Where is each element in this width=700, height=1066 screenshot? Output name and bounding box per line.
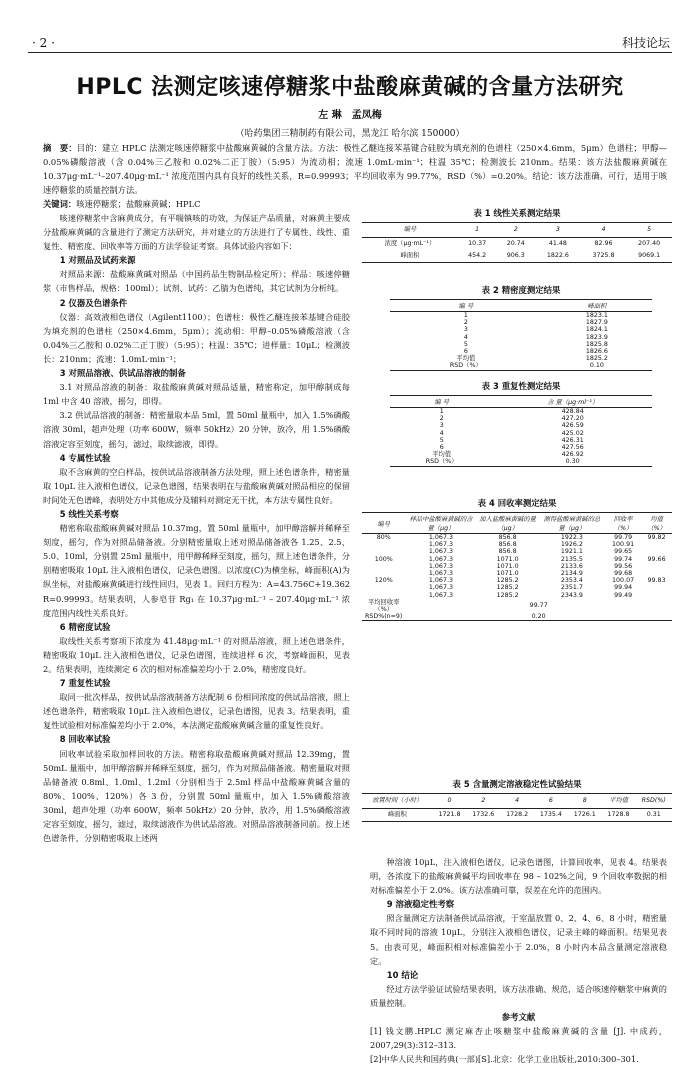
section-heading: 10 结论 — [386, 969, 419, 980]
table-cell: 6 — [439, 444, 444, 452]
table-header-cell: 放置时间（小时） — [362, 794, 433, 809]
table-cell: 1726.1 — [573, 811, 596, 818]
keywords: 咳速停糖浆；盐酸麻黄碱；HPLC — [76, 199, 201, 209]
table-cell: 平均值 — [456, 355, 476, 363]
table-header-cell: 8 — [568, 794, 602, 809]
table-cell: 1 — [439, 408, 444, 415]
table-cell: RSD%(n=9) — [364, 613, 403, 621]
table-grid — [390, 299, 652, 371]
table-header-cell: 回收率（%） — [605, 513, 641, 534]
table-header-cell: 测得盐酸麻黄碱的总量（μg） — [539, 513, 605, 534]
table-cell: 100% — [374, 555, 393, 563]
table-cell: RSD（%） — [425, 458, 458, 466]
table-row — [362, 599, 672, 613]
table-1 — [362, 207, 672, 263]
section-heading: 9 溶液稳定性考察 — [386, 899, 455, 910]
table-cell: 1071.0 — [496, 555, 519, 563]
paragraph: 仪器：高效液相色谱仪（Agilent1100）；色谱柱：极性乙醚连接苯基键合硅胶为填充剂的色谱柱（250×4.6mm，5μm）；流动相：甲醇–0.05%磷酸溶液（含 0.04%三乙胺和 0.02%二正丁胺）（5:95）；柱温：35℃；进样量：10μL；检测波长：210nm；流速：1.0mL·min⁻¹； — [43, 311, 350, 364]
table-cell: 3 — [439, 422, 444, 430]
table-cell: 浓度（μg·mL⁻¹） — [384, 240, 436, 247]
article-title: HPLC 法测定咳速停糖浆中盐酸麻黄碱的含量方法研究 — [76, 75, 624, 100]
table-header-cell: 6 — [534, 794, 568, 809]
table-cell: 1823.9 — [585, 333, 608, 341]
keywords-label: 关键词： — [43, 199, 77, 209]
table-cell: 856.8 — [498, 548, 517, 556]
table-cell: 1728.8 — [607, 811, 630, 818]
table-row — [390, 362, 652, 370]
table-cell: 5 — [463, 340, 468, 348]
section-heading: 2 仪器及色谱条件 — [59, 297, 128, 308]
table-cell: 427.20 — [561, 415, 584, 423]
table-header-cell: 含 量（μg·ml⁻¹） — [493, 396, 652, 408]
paragraph: 种溶液 10μL，注入液相色谱仪，记录色谱图，计算回收率，见表 4。结果表明，各浓度下的盐酸麻黄碱平均回收率在 98 – 102%之间，9 个回收率数据的相对标准偏差小于 2.0%。该方法准确可靠，误差在允许的范围内。 — [370, 857, 667, 896]
section-name: 科技论坛 — [621, 36, 670, 50]
table-cell: 1285.2 — [496, 577, 519, 585]
table-header-cell: 4 — [581, 223, 627, 238]
references-title: 参考文献 — [501, 1012, 536, 1023]
table-row — [362, 548, 672, 555]
table-cell: 1826.6 — [585, 348, 608, 356]
table-header-cell: 样品中盐酸麻黄碱的含量（μg） — [405, 513, 476, 534]
table-row — [390, 451, 652, 458]
table-header-cell: 均值（%） — [641, 513, 672, 534]
table-cell: 99.56 — [614, 562, 633, 570]
abstract-label: 摘 要： — [43, 143, 77, 153]
table-header-cell: 2 — [496, 223, 535, 238]
table-cell: 906.3 — [506, 252, 525, 259]
table-cell: 9069.1 — [638, 252, 661, 259]
references — [370, 1010, 667, 1066]
reference-item: [1] 钱文鹏.HPLC 测定麻杏止咳糖浆中盐酸麻黄碱的含量 [J]. 中成药，2007,29(3):312–313. — [370, 1026, 667, 1051]
table-cell: 1,067.3 — [428, 541, 453, 549]
paragraph: 照含量测定方法制备供试品溶液，于室温放置 0、2、4、6、8 小时，精密量取不同时间的溶液 10μL，分别注入液相色谱仪，记录主峰的峰面积。结果见表 5。由表可见，峰面积相对标准偏差小于 2.0%，8 小时内本品含量测定溶液稳定。 — [370, 913, 667, 966]
table-header-cell: RSD(%) — [635, 794, 672, 809]
table-cell: 1921.1 — [560, 548, 583, 556]
table-header-cell: 编 号 — [390, 396, 493, 408]
table-cell: 1721.8 — [438, 811, 461, 818]
table-header-cell: 3 — [535, 223, 581, 238]
table-cell: 1823.1 — [585, 312, 608, 319]
table-cell: 4 — [439, 429, 444, 437]
table-cell: 428.84 — [561, 408, 584, 415]
table-header-cell: 1 — [458, 223, 497, 238]
table-header-cell: 平均值 — [602, 794, 636, 809]
table-cell: 1,067.3 — [428, 577, 453, 585]
right-column — [370, 855, 667, 1066]
table-cell: 10.37 — [468, 240, 487, 247]
section-heading: 8 回收率试验 — [59, 734, 111, 745]
table-cell: 1825.8 — [585, 340, 608, 348]
table-cell — [641, 548, 672, 555]
table-cell: 80% — [376, 534, 391, 541]
table-cell: 2343.9 — [560, 591, 583, 599]
table-header-cell: 编号 — [362, 223, 458, 238]
table-header-cell: 0 — [433, 794, 467, 809]
table-cell — [641, 584, 672, 591]
table-row — [362, 534, 672, 542]
table-cell: 1285.2 — [496, 591, 519, 599]
table-row — [362, 809, 672, 822]
table-row — [390, 348, 652, 355]
table-row — [390, 458, 652, 466]
table-2 — [390, 284, 652, 371]
table-cell: 1,067.3 — [428, 548, 453, 556]
table-cell: 2 — [463, 319, 468, 327]
table-cell — [362, 563, 405, 570]
table-cell: 99.66 — [647, 555, 666, 563]
table-cell: 856.8 — [498, 541, 517, 549]
table-cell: 99.68 — [614, 570, 633, 578]
table-row — [390, 334, 652, 341]
table-cell: 426.92 — [561, 451, 584, 459]
section-heading: 5 线性关系考察 — [59, 508, 119, 519]
table-row — [390, 422, 652, 429]
table-row — [390, 355, 652, 362]
table-cell: 0.30 — [565, 458, 580, 466]
table-cell: 2133.6 — [560, 562, 583, 570]
table-caption: 表 1 线性关系测定结果 — [473, 208, 561, 218]
paragraph: 经过方法学验证试验结果表明，该方法准确、规范，适合咳速停糖浆中麻黄的质量控制。 — [370, 983, 667, 1008]
table-grid — [362, 512, 672, 621]
table-cell — [641, 563, 672, 570]
table-row — [362, 570, 672, 577]
table-cell: 426.31 — [561, 436, 584, 444]
table-cell: 1825.2 — [585, 355, 608, 363]
table-cell — [362, 548, 405, 555]
table-cell: 平均回收率（%） — [367, 598, 400, 614]
table-grid — [362, 222, 672, 263]
table-row — [362, 556, 672, 563]
table-cell: 0.10 — [589, 362, 604, 370]
table-cell — [641, 541, 672, 548]
table-cell: 1822.6 — [546, 252, 569, 259]
table-cell: 99.74 — [614, 555, 633, 563]
table-cell: 20.74 — [506, 240, 525, 247]
table-row — [362, 238, 672, 251]
reference-item: [2]中华人民共和国药典(一部)[S].北京：化学工业出版社,2010:300–301. — [370, 1054, 639, 1065]
section-heading: 6 精密度试验 — [59, 621, 111, 632]
table-cell: 峰面积 — [387, 811, 407, 818]
table-cell: 1,067.3 — [428, 591, 453, 599]
section-heading: 3 对照品溶液、供试品溶液的制备 — [59, 368, 186, 379]
table-cell: 1926.2 — [560, 541, 583, 549]
table-cell: 99.94 — [614, 584, 633, 592]
reference-list — [370, 1024, 667, 1066]
table-row — [390, 326, 652, 333]
table-cell: 4 — [463, 333, 468, 341]
table-cell: 1,067.3 — [428, 555, 453, 563]
table-3 — [390, 380, 652, 467]
table-cell: 207.40 — [638, 240, 661, 247]
table-cell: 427.56 — [561, 444, 584, 452]
table-row — [362, 541, 672, 548]
section-heading: 7 重复性试验 — [59, 678, 111, 689]
page-header — [28, 30, 672, 53]
section-heading: 1 对照品及试药来源 — [59, 255, 136, 266]
table-cell: 2134.9 — [560, 570, 583, 578]
authors: 左 琳 孟凤梅 — [318, 110, 382, 121]
table-row — [390, 319, 652, 326]
table-row — [390, 312, 652, 320]
section-heading: 4 专属性试验 — [59, 452, 111, 463]
table-caption: 表 2 精密度测定结果 — [481, 285, 561, 295]
table-row — [362, 250, 672, 263]
table-cell: 0.20 — [531, 613, 546, 621]
table-cell: 1,067.3 — [428, 584, 453, 592]
table-cell: 120% — [374, 577, 393, 585]
table-row — [362, 592, 672, 599]
table-cell — [362, 541, 405, 548]
table-cell: 1,067.3 — [428, 570, 453, 578]
table-cell: 1732.6 — [472, 811, 495, 818]
table-cell: 100.07 — [612, 577, 635, 585]
table-cell — [641, 570, 672, 577]
table-cell: 99.79 — [614, 534, 633, 541]
table-cell: 2135.5 — [560, 555, 583, 563]
table-cell — [362, 592, 405, 599]
affiliation: （哈药集团三精制药有限公司，黑龙江 哈尔滨 150000） — [235, 129, 465, 139]
page-number: · 2 · — [32, 36, 55, 50]
table-cell: 2351.7 — [560, 584, 583, 592]
table-cell: 1,067.3 — [428, 562, 453, 570]
abstract — [43, 141, 667, 211]
table-cell: 41.48 — [548, 240, 567, 247]
abstract-text: 目的：建立 HPLC 法测定咳速停糖浆中盐酸麻黄碱的含量方法。方法：极性乙醚连接苯基键合硅胶为填充剂的色谱柱（250×4.6mm，5μm）色谱柱；甲醇—0.05%磷酸溶液（含 0.04%三乙胺和 0.02%二正丁胺）（5:95）为流动相；流速 1.0mL·min⁻¹；柱温 35℃；检测波长 210nm。结果：该方法盐酸麻黄碱在 10.37μg·mL⁻¹–207.40μg·mL⁻¹ 浓度范围内具有良好的线性关系，R=0.99993；平均回收率为 99.77%，RSD（%）=0.20%。结论：该方法准确、可行，适用于咳速停糖浆的质量控制方法。 — [43, 143, 667, 195]
table-cell: 2353.4 — [560, 577, 583, 585]
table-cell: 99.49 — [614, 591, 633, 599]
table-header-cell: 加入盐酸麻黄碱的量（μg） — [477, 513, 539, 534]
table-caption: 表 5 含量测定溶液稳定性试验结果 — [452, 779, 582, 789]
table-caption: 表 4 回收率测定结果 — [477, 498, 557, 508]
table-header-cell: 2 — [466, 794, 500, 809]
table-row — [390, 408, 652, 416]
table-row — [390, 444, 652, 451]
left-column — [43, 211, 359, 845]
table-row — [362, 613, 672, 621]
paragraph: 3.2 供试品溶液的制备：精密量取本品 5ml，置 50ml 量瓶中，加入 1.5%磷酸溶液 30ml，超声处理（功率 600W，频率 50kHz）20 分钟，放冷，用 1.5%磷酸溶液定容至刻度，摇匀，滤过，取续滤液，即得。 — [43, 410, 350, 449]
table-grid — [362, 793, 672, 822]
table-cell: 99.65 — [614, 548, 633, 556]
table-cell: 5 — [439, 436, 444, 444]
table-cell: 1728.2 — [506, 811, 529, 818]
table-cell: 1,067.3 — [428, 534, 453, 541]
table-cell: 峰面积 — [400, 252, 420, 259]
table-cell — [641, 592, 672, 599]
table-row — [362, 584, 672, 591]
table-cell: 100.91 — [612, 541, 635, 549]
table-cell: 2 — [439, 415, 444, 423]
table-cell: 1922.3 — [560, 534, 583, 541]
paragraph: 3.1 对照品溶液的制备：取盐酸麻黄碱对照品适量，精密称定，加甲醇制成每 1ml 中含 40 溶液，摇匀，即得。 — [43, 382, 350, 407]
right-body — [370, 855, 667, 1010]
table-cell: 82.96 — [594, 240, 613, 247]
table-cell: 1071.0 — [496, 570, 519, 578]
table-cell: 425.02 — [561, 429, 584, 437]
paragraph: 回收率试验采取加样回收的方法。精密称取盐酸麻黄碱对照品 12.39mg，置 50mL 量瓶中，加甲醇溶解并稀释至刻度，摇匀，作为对照品储备液。精密量取对照品储备液 0.8ml、1.0ml、1.2ml（分别相当于 2.5ml 样品中盐酸麻黄碱含量的 80%、100%、120%）各 3 份，分别置 50ml 量瓶中，加入 1.5%磷酸溶液 30ml，超声处理（功率 600W，频率 50kHz）20 分钟，放冷，用 1.5%磷酸溶液定容至刻度，摇匀，滤过，取续滤液作为供试品溶液。对照品溶液制备同前。按上述色谱条件，分别精密吸取上述两 — [43, 748, 350, 844]
table-row — [390, 415, 652, 422]
table-cell: RSD（%） — [449, 362, 482, 370]
table-cell: 99.83 — [647, 577, 666, 585]
table-caption: 表 3 重复性测定结果 — [481, 381, 561, 391]
paragraph: 取线性关系考察项下浓度为 41.48μg·mL⁻¹ 的对照品溶液，照上述色谱条件，精密吸取 10μL 注入液相色谱仪，记录色谱图，连续进样 6 次，考察峰面积，见表 2。结果表明，连续测定 6 次的相对标准偏差均小于 2.0%，精密度良好。 — [43, 635, 350, 674]
table-header-cell: 5 — [626, 223, 672, 238]
table-cell: 99.77 — [529, 602, 548, 610]
table-cell: 99.82 — [647, 534, 666, 541]
table-header-cell: 编 号 — [390, 300, 542, 312]
table-cell: 3725.8 — [592, 252, 615, 259]
table-row — [390, 341, 652, 348]
paragraph: 对照品来源：盐酸麻黄碱对照品（中国药品生物制品检定所）；样品：咳速停糖浆（市售样品，规格：100ml）；试剂、试药：乙腈为色谱纯，其它试剂为分析纯。 — [43, 269, 350, 294]
table-cell: 1285.2 — [496, 584, 519, 592]
table-cell: 1827.9 — [585, 319, 608, 327]
table-header-cell: 4 — [500, 794, 534, 809]
table-row — [390, 437, 652, 444]
paragraph: 取同一批次样品，按供试品溶液制备方法配制 6 份相同浓度的供试品溶液，照上述色谱条件，精密吸取 10μL 注入液相色谱仪，记录色谱图，见表 3。结果表明，重复性试验相对标准偏差均小于 2.0%，本法测定盐酸麻黄碱含量的重复性良好。 — [43, 692, 350, 731]
paragraph: 取不含麻黄的空白样品，按供试品溶液制备方法处理，照上述色谱条件，精密量取 10μL 注入液相色谱仪，记录色谱图，结果表明在与盐酸麻黄碱对照品相应的保留时间处无色谱峰，表明处方中其他成分及辅料对测定无干扰，本方法专属性良好。 — [43, 466, 350, 505]
table-cell — [362, 570, 405, 577]
table-row — [362, 577, 672, 584]
paragraph: 精密称取盐酸麻黄碱对照品 10.37mg，置 50ml 量瓶中，加甲醇溶解并稀释至刻度，摇匀，作为对照品储备液。分别精密量取上述对照品储备液各 1.25、2.5、5.0、10ml，分别置 25ml 量瓶中，用甲醇稀释至刻度，摇匀，照上述色谱条件，分别精密吸取 10μL 注入液相色谱仪，记录色谱图。以浓度(C)为横坐标，峰面积(A)为纵坐标，对盐酸麻黄碱进行线性回归，见表 1。回归方程为：A=43.756C+19.362 R=0.99993。结果表明，人参皂苷 Rg₁ 在 10.37μg·mL⁻¹ – 207.40μg·mL⁻¹ 浓度范围内线性关系良好。 — [43, 523, 359, 618]
table-grid — [390, 395, 652, 467]
table-cell: 0.31 — [646, 811, 661, 818]
table-cell: 1 — [463, 312, 468, 319]
table-cell: 426.59 — [561, 422, 584, 430]
table-cell: 6 — [463, 348, 468, 356]
table-cell: 3 — [463, 326, 468, 334]
table-cell — [362, 584, 405, 591]
table-cell: 1071.0 — [496, 562, 519, 570]
table-cell: 454.2 — [468, 252, 487, 259]
table-cell: 856.8 — [498, 534, 517, 541]
table-header-cell: 峰面积 — [542, 300, 652, 312]
table-4 — [362, 497, 672, 621]
table-row — [390, 430, 652, 437]
table-row — [362, 563, 672, 570]
table-header-cell: 编号 — [362, 513, 405, 534]
table-5 — [362, 778, 672, 822]
paragraph: 咳速停糖浆中含麻黄成分，有平喘镇咳的功效，为保证产品质量，对麻黄主要成分盐酸麻黄碱的含量进行了测定方法研究，并对建立的方法进行了专属性、线性、重复性、精密度、回收率等方面的方法学验证考察。具体试验内容如下： — [43, 213, 350, 252]
table-cell: 平均值 — [432, 451, 452, 459]
table-cell: 1735.4 — [539, 811, 562, 818]
table-cell: 1824.1 — [585, 326, 608, 334]
